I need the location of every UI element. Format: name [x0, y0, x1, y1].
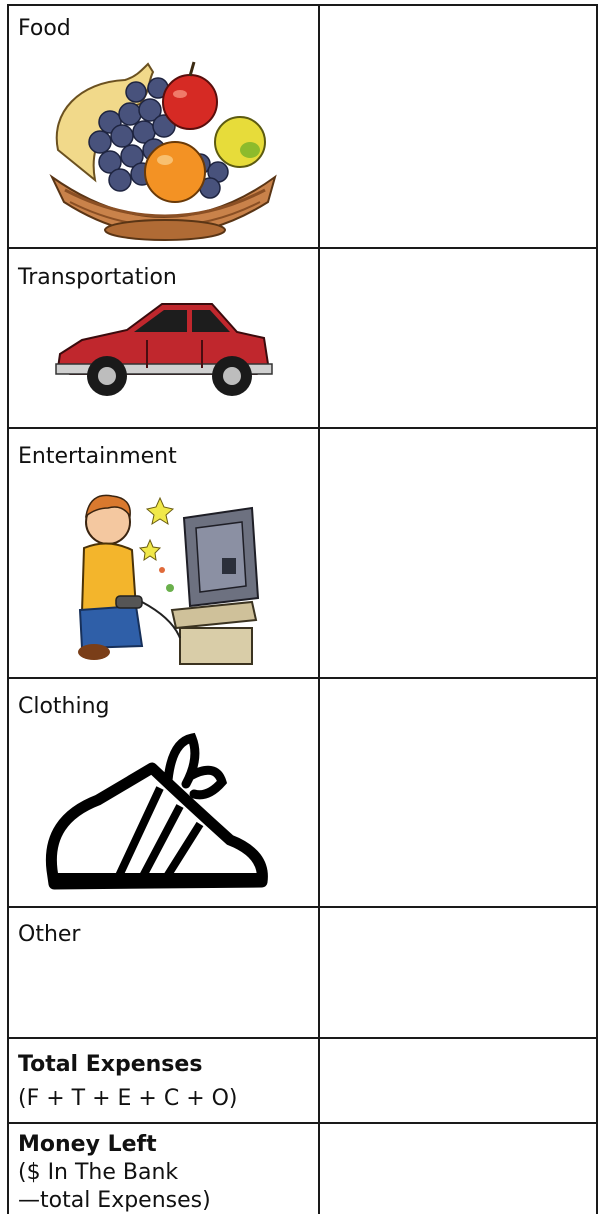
row-label-entertainment: Entertainment	[18, 444, 177, 469]
row-label-transportation: Transportation	[18, 265, 177, 290]
shoe-icon	[40, 728, 272, 898]
total-expenses-title: Total Expenses	[18, 1052, 203, 1077]
money-left-line-1: ($ In The Bank	[18, 1160, 179, 1185]
table-column-divider	[318, 4, 320, 1214]
row-divider	[7, 427, 598, 429]
row-label-other: Other	[18, 922, 81, 947]
row-divider	[7, 677, 598, 679]
money-left-line-2: —total Expenses)	[18, 1188, 211, 1213]
row-divider	[7, 247, 598, 249]
money-left-title: Money Left	[18, 1132, 157, 1157]
table-top-border	[7, 4, 598, 6]
car-icon	[52, 292, 274, 404]
row-label-clothing: Clothing	[18, 694, 110, 719]
row-divider	[7, 1037, 598, 1039]
row-divider	[7, 906, 598, 908]
row-divider	[7, 1122, 598, 1124]
video-game-icon	[72, 478, 272, 668]
fruit-basket-icon	[40, 52, 290, 242]
table-right-border	[596, 4, 598, 1214]
row-label-food: Food	[18, 16, 71, 41]
total-expenses-formula: (F + T + E + C + O)	[18, 1086, 238, 1111]
table-left-border	[7, 4, 9, 1214]
